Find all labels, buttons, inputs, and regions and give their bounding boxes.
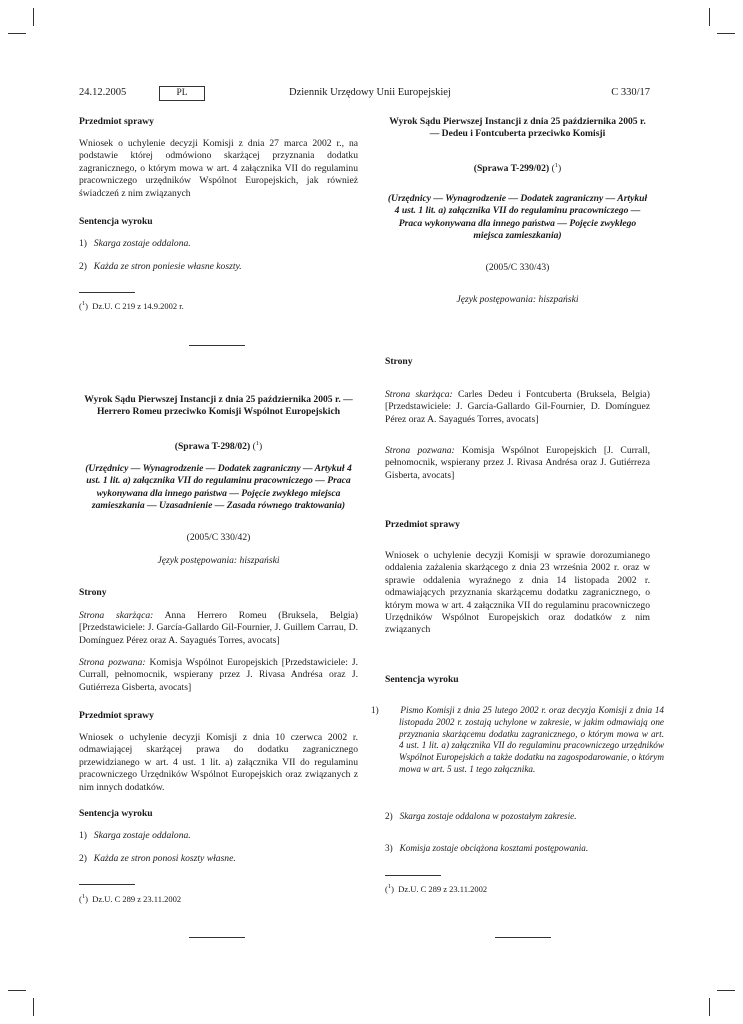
list-item: 1) Pismo Komisji z dnia 25 lutego 2002 r. oraz decyzja Komisji z dnia 14 listopada 2002 r. zostają uchylone w zakresie, w jakim odmawiają one przyznania skarżącemu dodatku zagranicznego, o którym mowa w art. 4 ust. 1 lit. a) załącznika VII do regulaminu pracowniczego urzędników Wspólnot Europejskich a także dodatku na zagospodarowanie, o którym mowa w art. 5 ust. 1 tego załącznika. <box>371 705 665 774</box>
page-number: C 330/17 <box>611 87 650 98</box>
section-heading: Przedmiot sprawy <box>79 710 154 721</box>
section-heading: Sentencja wyroku <box>385 674 459 685</box>
left-column <box>79 0 358 1024</box>
case-keywords: (Urzędnicy — Wynagrodzenie — Dodatek zagraniczny — Artykuł 4 ust. 1 lit. a) załącznika VII do regulaminu pracowniczego — Praca wykonywana dla innego państwa — Pojęcie zwykłego miejsca zamieszkania) <box>387 193 648 242</box>
language-badge: PL <box>159 86 205 101</box>
paragraph: Wniosek o uchylenie decyzji Komisji w sprawie dorozumianego oddalenia zażalenia skarżącego z dnia 23 września 2002 r. oraz w sprawie oddalenia wyraźnego z dnia 14 listopada 2002 r. odmawiających przyznania skarżącemu dodatku zagranicznego, o którym mowa w art. 4 załącznika VII do regulaminu pracowniczego Urzędników Wspólnot Europejskich oraz dodatków z nim związanych <box>385 550 650 636</box>
crop-mark <box>33 998 34 1016</box>
right-column <box>371 0 665 1024</box>
paragraph: Wniosek o uchylenie decyzji Komisji z dnia 10 czerwca 2002 r. odmawiającej skarżącej prawa do dodatku zagranicznego przewidzianego w art. 4 ust. 1 lit. a) załącznika VII do regulaminu pracowniczego Urzędników Wspólnot Europejskich oraz związanych z nim innych dodatków. <box>79 732 358 793</box>
footnote: ($^1$) Dz.U. C 289 z 23.11.2002 <box>385 883 488 894</box>
case-reference: (2005/C 330/43) <box>485 262 550 273</box>
procedure-language: Język postępowania: hiszpański <box>157 555 280 566</box>
list-item: 2) Każda ze stron ponosi koszty własne. <box>79 853 236 864</box>
separator-rule <box>189 345 245 346</box>
case-reference: (2005/C 330/42) <box>186 532 251 543</box>
paragraph: Wniosek o uchylenie decyzji Komisji z dnia 27 marca 2002 r., na podstawie której odmówiono skarżącej przyznania dodatku zagranicznego, o którym mowa w art. 4 załącznika VII do regulaminu pracowniczego urzędników Wspólnot Europejskich, jak również świadczeń z nim związanych <box>79 138 358 199</box>
footnote: ($^1$) Dz.U. C 289 z 23.11.2002 <box>79 893 182 904</box>
footnote-rule <box>79 292 135 293</box>
section-heading: Strony <box>79 587 107 598</box>
party-defendant: Strona pozwana: Komisja Wspólnot Europejskich [Przedstawiciele: J. Currall, pełnomocnik, wspierany przez J. Rivasa Andrésa oraz J. Gutiérreza Gisberta, avocats] <box>79 657 358 693</box>
section-heading: Sentencja wyroku <box>79 808 153 819</box>
list-item: 3) Komisja zostaje obciążona kosztami postępowania. <box>385 843 589 853</box>
footnote-rule <box>385 875 441 876</box>
procedure-language: Język postępowania: hiszpański <box>456 294 579 305</box>
separator-rule <box>189 937 245 938</box>
crop-mark <box>717 990 735 991</box>
case-title: Wyrok Sądu Pierwszej Instancji z dnia 25 października 2005 r. — Herrero Romeu przeciwko Komisji Wspólnot Europejskich <box>84 394 353 418</box>
section-heading: Przedmiot sprawy <box>385 519 460 530</box>
journal-title: Dziennik Urzędowy Unii Europejskiej <box>289 87 451 98</box>
party-applicant: Strona skarżąca: Anna Herrero Romeu (Bruksela, Belgia) [Przedstawiciele: J. García-Gallardo Gil-Fournier, J. Guillem Carrau, D. Domínguez Pérez oraz A. Sayagués Torres, avocats] <box>79 610 358 646</box>
party-applicant: Strona skarżąca: Carles Dedeu i Fontcuberta (Bruksela, Belgia) [Przedstawiciele: J. García-Gallardo Gil-Fournier, D. Domínguez Pérez oraz A. Sayagués Torres, avocats] <box>385 389 650 425</box>
crop-mark <box>8 33 26 34</box>
footnote-rule <box>79 884 135 885</box>
case-title: Wyrok Sądu Pierwszej Instancji z dnia 25 października 2005 r. — Dedeu i Fontcuberta przeciwko Komisji <box>389 116 646 140</box>
list-item: 2) Każda ze stron poniesie własne koszty. <box>79 261 242 272</box>
footnote: ($^1$) Dz.U. C 219 z 14.9.2002 r. <box>79 300 184 311</box>
case-number: (Sprawa T-298/02) ($^1$) <box>174 439 263 452</box>
party-defendant: Strona pozwana: Komisja Wspólnot Europejskich [J. Currall, pełnomocnik, wspierany przez J. Rivasa Andrésa oraz J. Gutiérreza Gisberta, avocats] <box>385 445 650 481</box>
crop-mark <box>33 8 34 26</box>
section-heading: Strony <box>385 356 413 367</box>
case-keywords: (Urzędnicy — Wynagrodzenie — Dodatek zagraniczny — Artykuł 4 ust. 1 lit. a) załącznika VII do regulaminu pracowniczego — Praca wykonywana dla innego państwa — Pojęcie zwykłego miejsca zamieszkania — Uzasadnienie — Zasada równego traktowania) <box>85 463 352 512</box>
case-number: (Sprawa T-299/02) ($^1$) <box>473 161 562 174</box>
crop-mark <box>709 8 710 26</box>
list-item: 1) Skarga zostaje oddalona. <box>79 238 191 249</box>
crop-mark <box>717 33 735 34</box>
crop-mark <box>709 998 710 1016</box>
list-item: 2) Skarga zostaje oddalona w pozostałym zakresie. <box>385 811 577 821</box>
list-item: 1) Skarga zostaje oddalona. <box>79 830 191 841</box>
crop-mark <box>8 990 26 991</box>
header-date: 24.12.2005 <box>79 87 127 98</box>
separator-rule <box>495 937 551 938</box>
section-heading: Sentencja wyroku <box>79 216 153 227</box>
section-heading: Przedmiot sprawy <box>79 116 154 127</box>
